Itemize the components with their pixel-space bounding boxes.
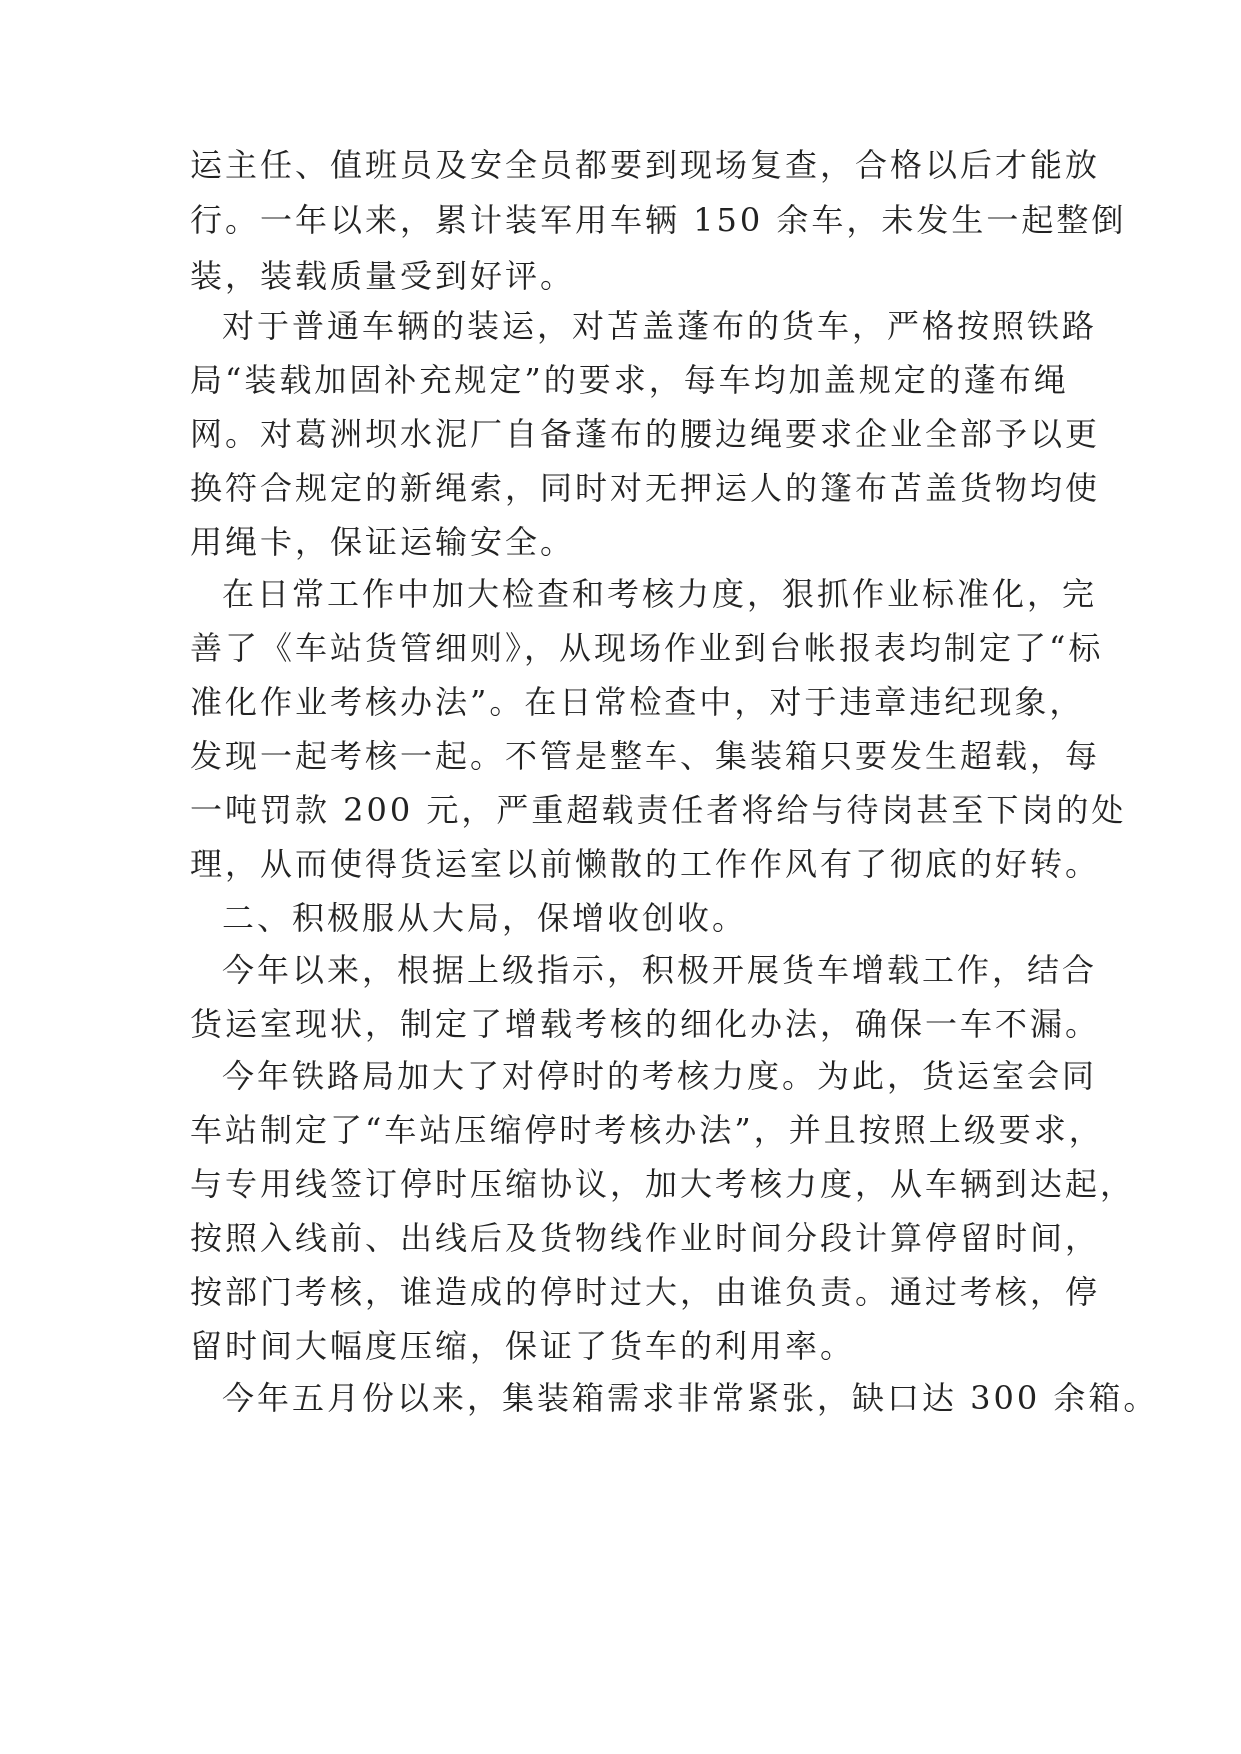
paragraph-first-line: 对于普通车辆的装运，对苫盖蓬布的货车，严格按照铁路 bbox=[222, 307, 1098, 345]
text-line: 理，从而使得货运室以前懒散的工作作风有了彻底的好转。 bbox=[190, 845, 1101, 883]
text-line: 发现一起考核一起。不管是整车、集装箱只要发生超载，每 bbox=[190, 737, 1101, 775]
text-line: 局“装载加固补充规定”的要求，每车均加盖规定的蓬布绳 bbox=[190, 361, 1069, 399]
text-line: 一吨罚款 200 元，严重超载责任者将给与待岗甚至下岗的处 bbox=[190, 791, 1127, 829]
section-heading: 二、积极服从大局，保增收创收。 bbox=[222, 899, 748, 937]
paragraph-first-line: 今年以来，根据上级指示，积极开展货车增载工作，结合 bbox=[222, 951, 1098, 989]
text-line: 运主任、值班员及安全员都要到现场复查，合格以后才能放 bbox=[190, 146, 1101, 184]
paragraph-first-line: 今年五月份以来，集装箱需求非常紧张，缺口达 300 余箱。 bbox=[222, 1379, 1159, 1417]
text-line: 准化作业考核办法”。在日常检查中，对于违章违纪现象， bbox=[190, 683, 1085, 721]
text-line: 按照入线前、出线后及货物线作业时间分段计算停留时间， bbox=[190, 1219, 1101, 1257]
text-line: 货运室现状，制定了增载考核的细化办法，确保一车不漏。 bbox=[190, 1005, 1101, 1043]
text-line: 换符合规定的新绳索，同时对无押运人的篷布苫盖货物均使 bbox=[190, 469, 1101, 507]
text-line: 留时间大幅度压缩，保证了货车的利用率。 bbox=[190, 1327, 856, 1365]
paragraph-first-line: 今年铁路局加大了对停时的考核力度。为此，货运室会同 bbox=[222, 1057, 1098, 1095]
text-line: 网。对葛洲坝水泥厂自备蓬布的腰边绳要求企业全部予以更 bbox=[190, 415, 1101, 453]
text-line: 按部门考核，谁造成的停时过大，由谁负责。通过考核，停 bbox=[190, 1273, 1101, 1311]
text-line: 装，装载质量受到好评。 bbox=[190, 257, 576, 295]
paragraph-first-line: 在日常工作中加大检查和考核力度，狠抓作业标准化，完 bbox=[222, 575, 1098, 613]
text-line: 行。一年以来，累计装军用车辆 150 余车，未发生一起整倒 bbox=[190, 201, 1127, 239]
text-line: 与专用线签订停时压缩协议，加大考核力度，从车辆到达起， bbox=[190, 1165, 1136, 1203]
text-line: 车站制定了“车站压缩停时考核办法”，并且按照上级要求， bbox=[190, 1111, 1104, 1149]
text-line: 善了《车站货管细则》，从现场作业到台帐报表均制定了“标 bbox=[190, 629, 1104, 667]
text-line: 用绳卡，保证运输安全。 bbox=[190, 523, 576, 561]
